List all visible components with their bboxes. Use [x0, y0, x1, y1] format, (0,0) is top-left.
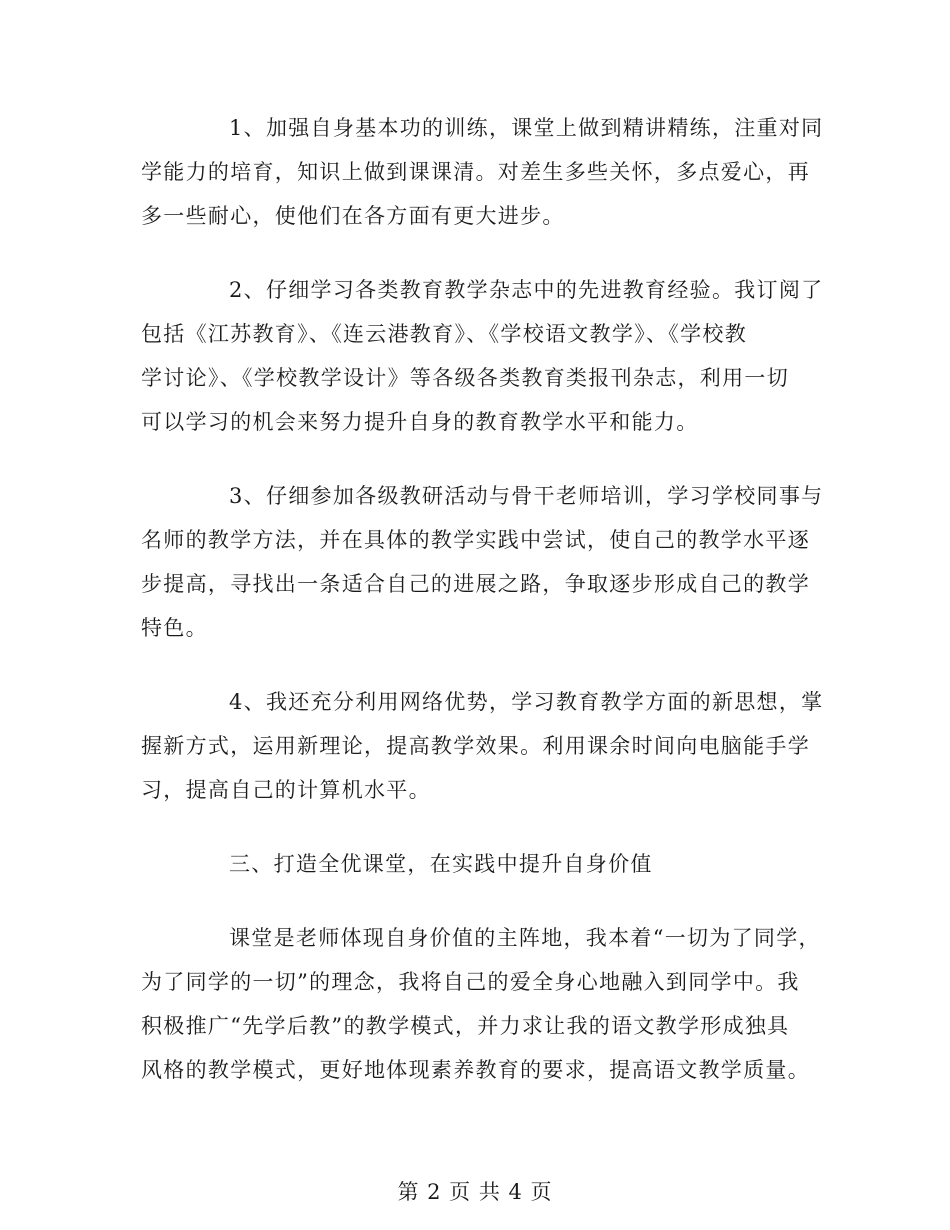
- paragraph-line: 多一些耐心，使他们在各方面有更大进步。: [141, 204, 565, 228]
- closing-paragraph: [141, 916, 821, 1092]
- paragraph-1: [141, 106, 824, 238]
- paragraph-line: 包括《江苏教育》、《连云港教育》、《学校语文教学》、《学校教: [141, 322, 747, 346]
- page-number-footer: 第 2 页 共 4 页: [397, 1180, 553, 1204]
- section-heading: 三、打造全优课堂，在实践中提升自身价值: [229, 852, 653, 876]
- paragraph-line: 握新方式，运用新理论，提高教学效果。利用课余时间向电脑能手学: [141, 734, 810, 758]
- paragraph-line: 学能力的培育，知识上做到课课清。对差生多些关怀，多点爱心，再: [141, 160, 810, 184]
- paragraph-4: [141, 680, 824, 812]
- document-body: [141, 106, 824, 1122]
- paragraph-line: 名师的教学方法，并在具体的教学实践中尝试，使自己的教学水平逐: [141, 528, 810, 552]
- paragraph-2: [141, 268, 824, 444]
- paragraph-line: 学讨论》、《学校教学设计》等各级各类教育类报刊杂志，利用一切: [141, 366, 789, 390]
- paragraph-line: 特色。: [141, 616, 208, 640]
- paragraph-line: 可以学习的机会来努力提升自身的教育教学水平和能力。: [141, 410, 699, 434]
- paragraph-line: 1、加强自身基本功的训练，课堂上做到精讲精练，注重对同: [229, 116, 824, 140]
- paragraph-3: [141, 474, 824, 650]
- paragraph-line: 风格的教学模式，更好地体现素养教育的要求，提高语文教学质量。: [141, 1058, 810, 1082]
- paragraph-line: 4、我还充分利用网络优势，学习教育教学方面的新思想，掌: [229, 690, 824, 714]
- paragraph-line: 2、仔细学习各类教育教学杂志中的先进教育经验。我订阅了: [229, 278, 824, 302]
- paragraph-line: 积极推广“先学后教”的教学模式，并力求让我的语文教学形成独具: [141, 1014, 790, 1038]
- paragraph-line: 习，提高自己的计算机水平。: [141, 778, 431, 802]
- paragraph-line: 课堂是老师体现自身价值的主阵地，我本着“一切为了同学，: [229, 926, 821, 950]
- paragraph-line: 3、仔细参加各级教研活动与骨干老师培训，学习学校同事与: [229, 484, 824, 508]
- paragraph-line: 步提高，寻找出一条适合自己的进展之路，争取逐步形成自己的教学: [141, 572, 810, 596]
- paragraph-line: 为了同学的一切”的理念，我将自己的爱全身心地融入到同学中。我: [141, 970, 800, 994]
